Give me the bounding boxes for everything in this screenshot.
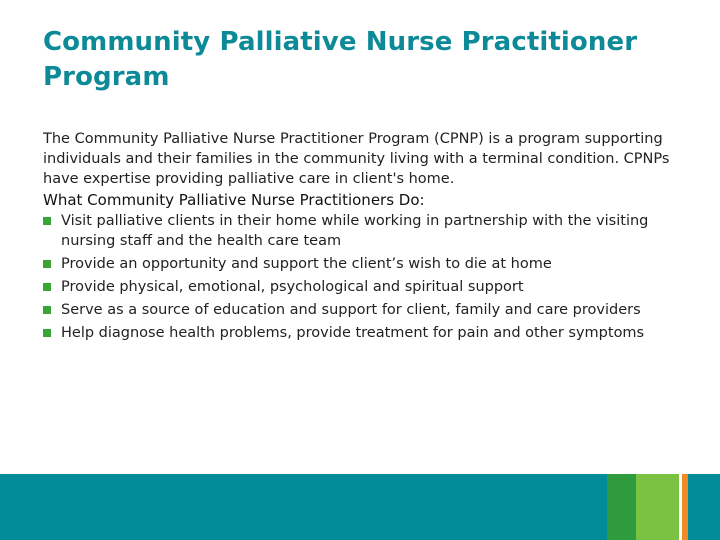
square-bullet-icon bbox=[43, 283, 51, 291]
section-subheading: What Community Palliative Nurse Practitioners Do: bbox=[43, 191, 425, 209]
list-item bbox=[43, 211, 683, 251]
bullet-text: Provide an opportunity and support the client’s wish to die at home bbox=[61, 256, 552, 272]
bullet-text: Serve as a source of education and support for client, family and care providers bbox=[61, 302, 641, 318]
footer-stripe-light-green bbox=[636, 474, 679, 540]
footer-stripe-dark-green bbox=[607, 474, 636, 540]
footer-band bbox=[0, 474, 720, 540]
bullet-text: Help diagnose health problems, provide treatment for pain and other symptoms bbox=[61, 325, 645, 341]
bullet-list bbox=[43, 211, 683, 343]
intro-paragraph: The Community Palliative Nurse Practitioner Program (CPNP) is a program supporting individuals and their families in the community living with a terminal condition. CPNPs have expertise providing palliative care in client's home. bbox=[43, 131, 670, 187]
footer-teal-bar bbox=[0, 474, 607, 540]
bullet-text: Visit palliative clients in their home while working in partnership with the visiting nursing staff and the health care team bbox=[61, 213, 649, 249]
square-bullet-icon bbox=[43, 329, 51, 337]
square-bullet-icon bbox=[43, 217, 51, 225]
list-item bbox=[43, 254, 683, 274]
footer-stripe-teal-end bbox=[688, 474, 720, 540]
slide-body bbox=[43, 129, 683, 346]
slide-title: Community Palliative Nurse Practitioner Program bbox=[43, 27, 638, 92]
list-item bbox=[43, 277, 683, 297]
list-item bbox=[43, 300, 683, 320]
list-item bbox=[43, 323, 683, 343]
bullet-text: Provide physical, emotional, psychological and spiritual support bbox=[61, 279, 524, 295]
square-bullet-icon bbox=[43, 306, 51, 314]
square-bullet-icon bbox=[43, 260, 51, 268]
